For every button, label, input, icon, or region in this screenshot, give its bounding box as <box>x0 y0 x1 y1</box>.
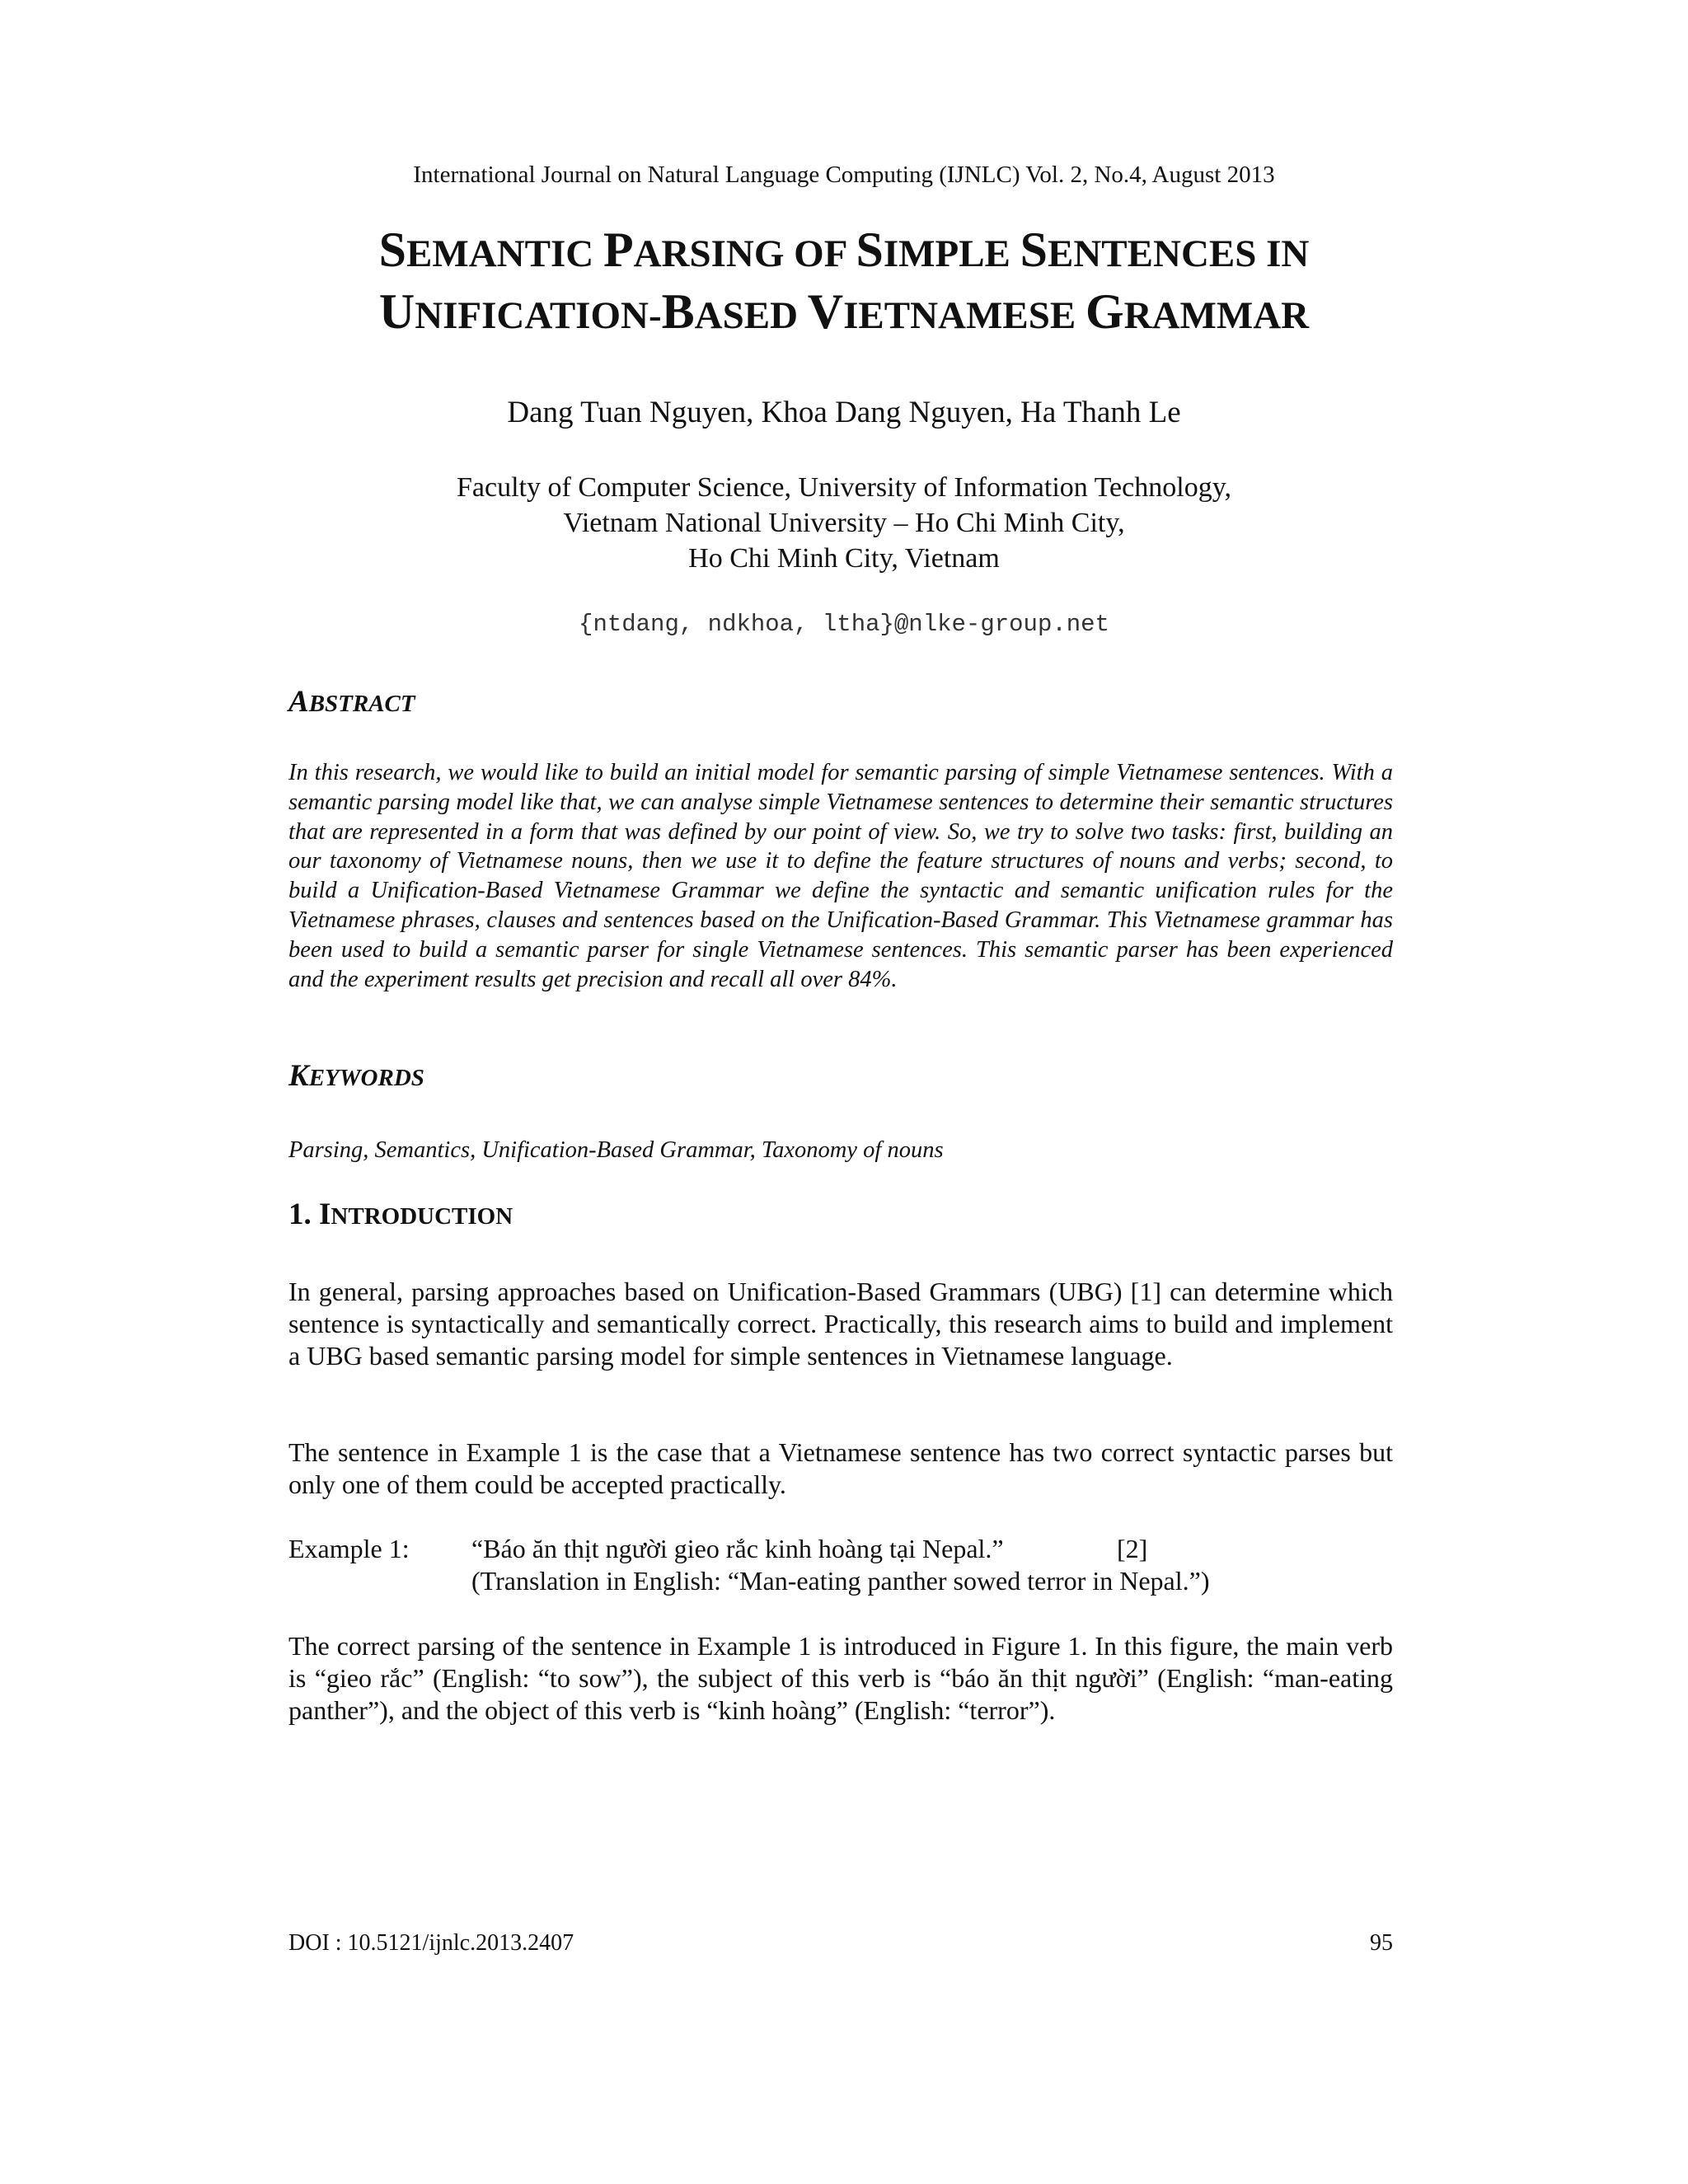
keywords-body: Parsing, Semantics, Unification-Based Grammar, Taxonomy of nouns <box>288 1137 944 1163</box>
section-heading-introduction: 1. INTRODUCTION <box>288 1197 513 1231</box>
example-translation: (Translation in English: “Man-eating panther sowed terror in Nepal.”) <box>471 1566 1210 1596</box>
title-line-1: SEMANTIC PARSING OF SIMPLE SENTENCES IN <box>378 223 1310 277</box>
title-line-2: UNIFICATION-BASED VIETNAMESE GRAMMAR <box>378 284 1310 339</box>
author-emails: {ntdang, ndkhoa, ltha}@nlke-group.net <box>579 611 1109 638</box>
intro-paragraph-3: The correct parsing of the sentence in Example 1 is introduced in Figure 1. In this figure, the main verb is “gieo rắc” (English: “to sow”), the subject of this verb is “báo ăn thịt người” (English: “man-eating panther”), and the object of this verb is “kinh hoàng” (English: “terror”). <box>288 1631 1393 1725</box>
example-citation: [2] <box>1117 1534 1148 1563</box>
page-number: 95 <box>1370 1930 1393 1956</box>
paper-title <box>0 221 1688 344</box>
doi: DOI : 10.5121/ijnlc.2013.2407 <box>288 1930 574 1956</box>
intro-paragraph-2: The sentence in Example 1 is the case that a Vietnamese sentence has two correct syntactic parses but only one of them could be accepted practically. <box>288 1437 1393 1499</box>
example-sentence: “Báo ăn thịt người gieo rắc kinh hoàng tại Nepal.” <box>471 1534 1004 1563</box>
affiliation-line-1: Faculty of Computer Science, University of Information Technology, <box>457 472 1231 503</box>
authors: Dang Tuan Nguyen, Khoa Dang Nguyen, Ha Thanh Le <box>507 396 1181 429</box>
example-label: Example 1: <box>288 1534 410 1563</box>
abstract-heading: ABSTRACT <box>288 685 415 719</box>
keywords-heading: KEYWORDS <box>288 1059 424 1093</box>
affiliation <box>0 470 1688 576</box>
intro-paragraph-1: In general, parsing approaches based on Unification-Based Grammars (UBG) [1] can determine which sentence is syntactically and semantically correct. Practically, this research aims to build and implement a UBG based semantic parsing model for simple sentences in Vietnamese language. <box>288 1277 1393 1371</box>
affiliation-line-3: Ho Chi Minh City, Vietnam <box>688 543 1000 574</box>
affiliation-line-2: Vietnam National University – Ho Chi Minh City, <box>563 508 1125 538</box>
abstract-body: In this research, we would like to build an initial model for semantic parsing of simple Vietnamese sentences. With a semantic parsing model like that, we can analyse simple Vietnamese sentences to determine their semantic structures that are represented in a form that was defined by our point of view. So, we try to solve two tasks: first, building an our taxonomy of Vietnamese nouns, then we use it to define the feature structures of nouns and verbs; second, to build a Unification-Based Vietnamese Grammar we define the syntactic and semantic unification rules for the Vietnamese phrases, clauses and sentences based on the Unification-Based Grammar. This Vietnamese grammar has been used to build a semantic parser for single Vietnamese sentences. This semantic parser has been experienced and the experiment results get precision and recall all over 84%. <box>288 760 1393 992</box>
journal-header: International Journal on Natural Language Computing (IJNLC) Vol. 2, No.4, August 2013 <box>413 162 1275 188</box>
